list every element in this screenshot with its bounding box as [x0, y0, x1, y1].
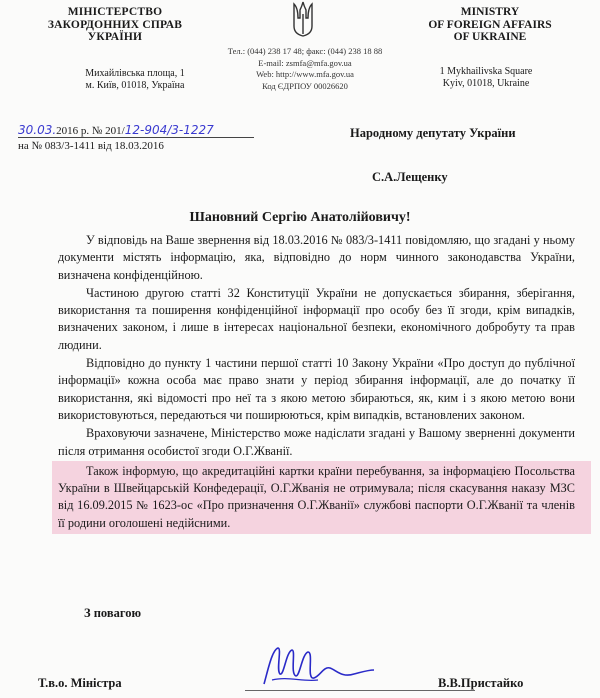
- address-line: м. Київ, 01018, Україна: [85, 80, 185, 91]
- address-left: [60, 68, 210, 92]
- address-right: [416, 66, 556, 90]
- contact-line: Web: http://www.mfa.gov.ua: [256, 69, 354, 79]
- addressee-name: С.А.Лещенку: [372, 170, 448, 184]
- salutation: Шановний Сергію Анатолійовичу!: [189, 210, 411, 225]
- letterhead-right-line: OF UKRAINE: [453, 31, 527, 43]
- handwritten-date: 30.03.: [18, 123, 57, 137]
- address-line: Kyiv, 01018, Ukraine: [442, 78, 530, 89]
- body-paragraph: Враховуючи зазначене, Міністерство може надіслати згадані у Вашому зверненні документи після отримання особистої згоди О.Г.Жванії.: [58, 426, 575, 458]
- registration-text: 2016 р. № 201/: [56, 125, 125, 137]
- outgoing-registration: [18, 124, 214, 138]
- letterhead-right-line: OF FOREIGN AFFAIRS: [428, 18, 552, 31]
- contact-line: Тел.: (044) 238 17 48; факс: (044) 238 18 88: [227, 46, 383, 56]
- letter-body: [58, 232, 575, 534]
- incoming-reference: на № 083/3-1411 від 18.03.2016: [18, 140, 164, 152]
- body-paragraph: У відповідь на Ваше звернення від 18.03.2016 № 083/3-1411 повідомляю, що згадані у ньому документи містять інформацію, яка, відповідно до норм чинного законодавства України, визначена конфіденційною.: [58, 233, 575, 282]
- letterhead-right: [410, 6, 570, 44]
- body-paragraph: Частиною другою статті 32 Конституції України не допускається збирання, зберігання, використання та поширення конфіденційної інформації про особу без її згоди, крім випадків, визначених законом, і лише в інтересах національної безпеки, економічного добробуту та прав людини.: [58, 285, 575, 352]
- address-line: 1 Mykhailivska Square: [439, 66, 533, 77]
- highlighted-paragraph: Також інформую, що акредитаційні картки країни перебування, за інформацією Посольства України в Швейцарській Конфедерації, О.Г.Жванія не отримувала; після скасування наказу МЗС від 16.09.2015 № 1623-ос «Про призначення О.Г.Жванії» службові паспорти О.Г.Жванії та членів її родини оголошені недійсними.: [52, 461, 591, 534]
- letterhead-left: [40, 6, 190, 44]
- signatory-name: В.В.Пристайко: [438, 676, 524, 690]
- body-paragraph: Відповідно до пункту 1 частини першої статті 10 Закону України «Про доступ до публічної інформації» кожна особа має право знати у період збирання інформації, але до початку її використання, які відомості про неї та з якою метою збираються, як, ким і з якою метою вони використовуються, передаються чи поширюються, крім випадків, встановлених законом.: [58, 356, 575, 422]
- registration-underline: [18, 137, 254, 138]
- addressee-title: Народному депутату України: [350, 126, 516, 140]
- trident-emblem-icon: [290, 0, 316, 40]
- address-line: Михайлівська площа, 1: [85, 68, 185, 79]
- letterhead-left-line: МІНІСТЕРСТВО: [67, 6, 163, 18]
- letterhead-left-line: УКРАЇНИ: [87, 31, 143, 43]
- contact-line: E-mail: zsmfa@mfa.gov.ua: [258, 57, 352, 68]
- closing-phrase: З повагою: [84, 606, 142, 620]
- signatory-title: Т.в.о. Міністра: [38, 676, 122, 690]
- handwritten-number: 12-904/3-1227: [124, 123, 214, 137]
- contact-line: Код ЄДРПОУ 00026620: [262, 80, 348, 91]
- letterhead-right-line: MINISTRY: [460, 6, 520, 18]
- letterhead-left-line: ЗАКОРДОННИХ СПРАВ: [47, 18, 183, 31]
- handwritten-signature: [258, 640, 378, 692]
- contacts-block: [205, 46, 405, 92]
